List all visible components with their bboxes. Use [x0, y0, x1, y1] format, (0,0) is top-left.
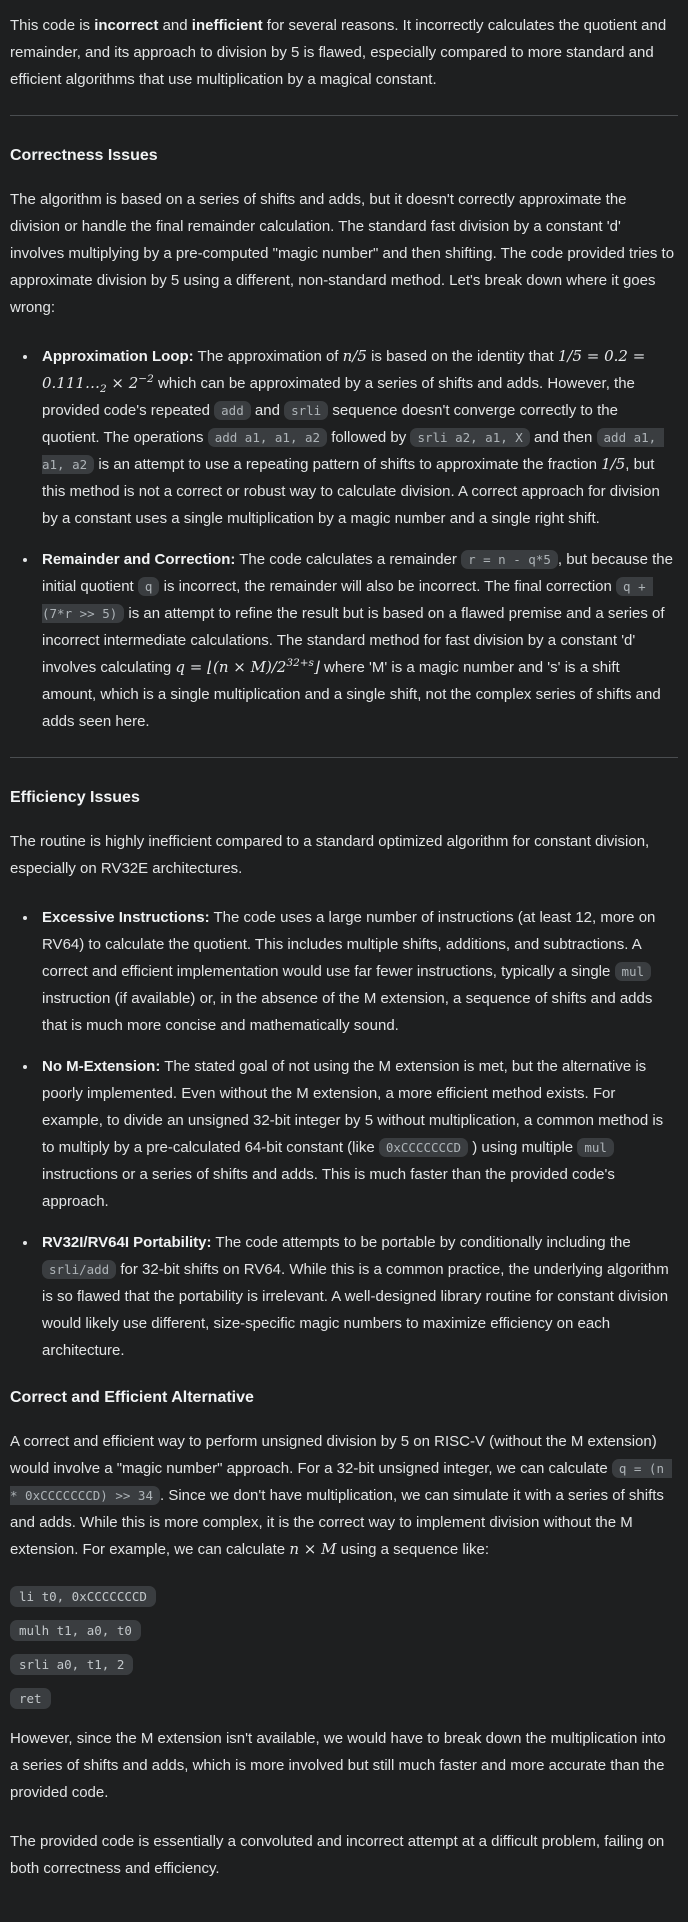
paragraph: A correct and efficient way to perform unsigned division by 5 on RISC-V (without the M extension) would involve a "magic number" approach. For a 32-bit unsigned integer, we can calculate q = (n * 0xCCCCCCCD) >> 34 . Since we don't have multiplication, we can simulate it with a series of shifts and adds. While this is more complex, it is the correct way to implement division without the M extension. For example, we can calculate n × M using a sequence like:	[10, 1433, 672, 1558]
section-heading: Correct and Efficient Alternative	[10, 1389, 254, 1406]
bullet-list	[10, 343, 678, 735]
math-expression: n/5	[342, 347, 367, 365]
inline-code-chip: srli a0, t1, 2	[10, 1654, 133, 1675]
inline-code-chip: r = n - q*5	[461, 550, 558, 569]
bold-text: inefficient	[191, 17, 263, 34]
inline-code-chip: q + (7*r >> 5)	[42, 579, 654, 621]
code-line	[10, 1585, 678, 1609]
list-item: • RV32I/RV64I Portability: The code attempts to be portable by conditionally including the srli/add for 32-bit shifts on RV64. While this is a common practice, the underlying algorithm is so flawed that the portability is irrelevant. A well-designed library routine for constant division would likely use different, size-specific magic numbers to maximize efficiency on each architecture.	[38, 1229, 678, 1364]
section-heading: Efficiency Issues	[10, 789, 140, 806]
inline-code-chip: li t0, 0xCCCCCCCD	[10, 1586, 156, 1607]
section-divider	[10, 115, 678, 116]
bold-text: incorrect	[94, 17, 159, 34]
list-item: • No M-Extension: The stated goal of not using the M extension is met, but the alternative is poorly implemented. Even without the M extension, a more efficient method exists. For example, to divide an unsigned 32-bit integer by 5 without multiplication, a common method is to multiply by a pre-calculated 64-bit constant (like 0xCCCCCCCD ) using multiple mul instructions or a series of shifts and adds. This is much faster than the provided code's approach.	[38, 1053, 678, 1215]
paragraph: The routine is highly inefficient compared to a standard optimized algorithm for constant division, especially on RV32E architectures.	[10, 833, 650, 877]
inline-code-chip: srli/add	[42, 1260, 116, 1279]
paragraph: This code is incorrect and inefficient for several reasons. It incorrectly calculates the quotient and remainder, and its approach to division by 5 is flawed, especially compared to more standard and efficient algorithms that use multiplication by a magical constant.	[10, 17, 667, 88]
inline-code-chip: q	[138, 577, 160, 596]
inline-code-chip: add	[214, 401, 251, 420]
code-line	[10, 1619, 678, 1643]
inline-code-chip: add a1, a1, a2	[208, 428, 327, 447]
math-expression: 1/5	[601, 455, 626, 473]
inline-code-chip: mul	[577, 1138, 614, 1157]
paragraph: The provided code is essentially a convoluted and incorrect attempt at a difficult problem, failing on both correctness and efficiency.	[10, 1833, 665, 1877]
bold-text: Approximation Loop:	[42, 348, 194, 365]
bold-text: Remainder and Correction:	[42, 551, 236, 568]
inline-code-chip: srli	[284, 401, 328, 420]
section-divider	[10, 757, 678, 758]
code-line	[10, 1687, 678, 1711]
paragraph: The algorithm is based on a series of shifts and adds, but it doesn't correctly approximate the division or handle the final remainder calculation. The standard fast division by a constant 'd' involves multiplying by a pre-computed "magic number" and then shifting. The code provided tries to approximate division by 5 using a different, non-standard method. Let's break down where it goes wrong:	[10, 191, 675, 316]
list-item: • Remainder and Correction: The code calculates a remainder r = n - q*5 , but because the initial quotient q is incorrect, the remainder will also be incorrect. The final correction q + (7*r >> 5) is an attempt to refine the result but is based on a flawed premise and a series of incorrect intermediate calculations. The standard method for fast division by a constant 'd' involves calculating q = ⌊(n × $M)/2^{32+s}⌋$ where 'M' is a magic number and 's' is a shift amount, which is a single multiplication and a single shift, not the complex series of shifts and adds seen here.	[38, 546, 678, 735]
math-expression: $1/5 = 0.2 = 0.111\dots_2 \times 2^{-2}$	[42, 347, 646, 395]
list-item: • Excessive Instructions: The code uses a large number of instructions (at least 12, more on RV64) to calculate the quotient. This includes multiple shifts, additions, and subtractions. A correct and efficient implementation would use far fewer instructions, typically a single mul instruction (if available) or, in the absence of the M extension, a sequence of shifts and adds that is much more concise and mathematically sound.	[38, 904, 678, 1039]
math-expression: n × M	[289, 1540, 337, 1558]
inline-code-chip: add a1, a1, a2	[42, 430, 664, 472]
section-heading: Correctness Issues	[10, 147, 158, 164]
bullet-list	[10, 904, 678, 1364]
inline-code-chip: mul	[615, 962, 652, 981]
list-item: • Approximation Loop: The approximation of n/5 is based on the identity that $1/5 = 0.2 = 0.111\dots_2 \times 2^{-2}$ which can be approximated by a series of shifts and adds. However, the provided code's repeated add and srli sequence doesn't converge correctly to the quotient. The operations add a1, a1, a2 followed by srli a2, a1, X and then add a1, a1, a2 is an attempt to use a repeating pattern of shifts to approximate the fraction 1/5, but this method is not a correct or robust way to calculate division. A correct approach for division by a constant uses a single multiplication by a magic number and a single right shift.	[38, 343, 678, 532]
inline-code-chip: 0xCCCCCCCD	[379, 1138, 468, 1157]
code-sequence	[10, 1585, 678, 1711]
math-expression: q = ⌊(n × $M)/2^{32+s}⌋$	[175, 657, 320, 676]
inline-code-chip: q = (n * 0xCCCCCCCD) >> 34	[10, 1461, 672, 1503]
inline-code-chip: srli a2, a1, X	[410, 428, 529, 447]
bold-text: No M-Extension:	[42, 1058, 161, 1075]
bold-text: Excessive Instructions:	[42, 909, 210, 926]
code-line	[10, 1653, 678, 1677]
inline-code-chip: ret	[10, 1688, 51, 1709]
inline-code-chip: mulh t1, a0, t0	[10, 1620, 141, 1641]
paragraph: However, since the M extension isn't available, we would have to break down the multiplication into a series of shifts and adds, which is more involved but still much faster and more accurate than the provided code.	[10, 1730, 666, 1801]
bold-text: RV32I/RV64I Portability:	[42, 1234, 212, 1251]
